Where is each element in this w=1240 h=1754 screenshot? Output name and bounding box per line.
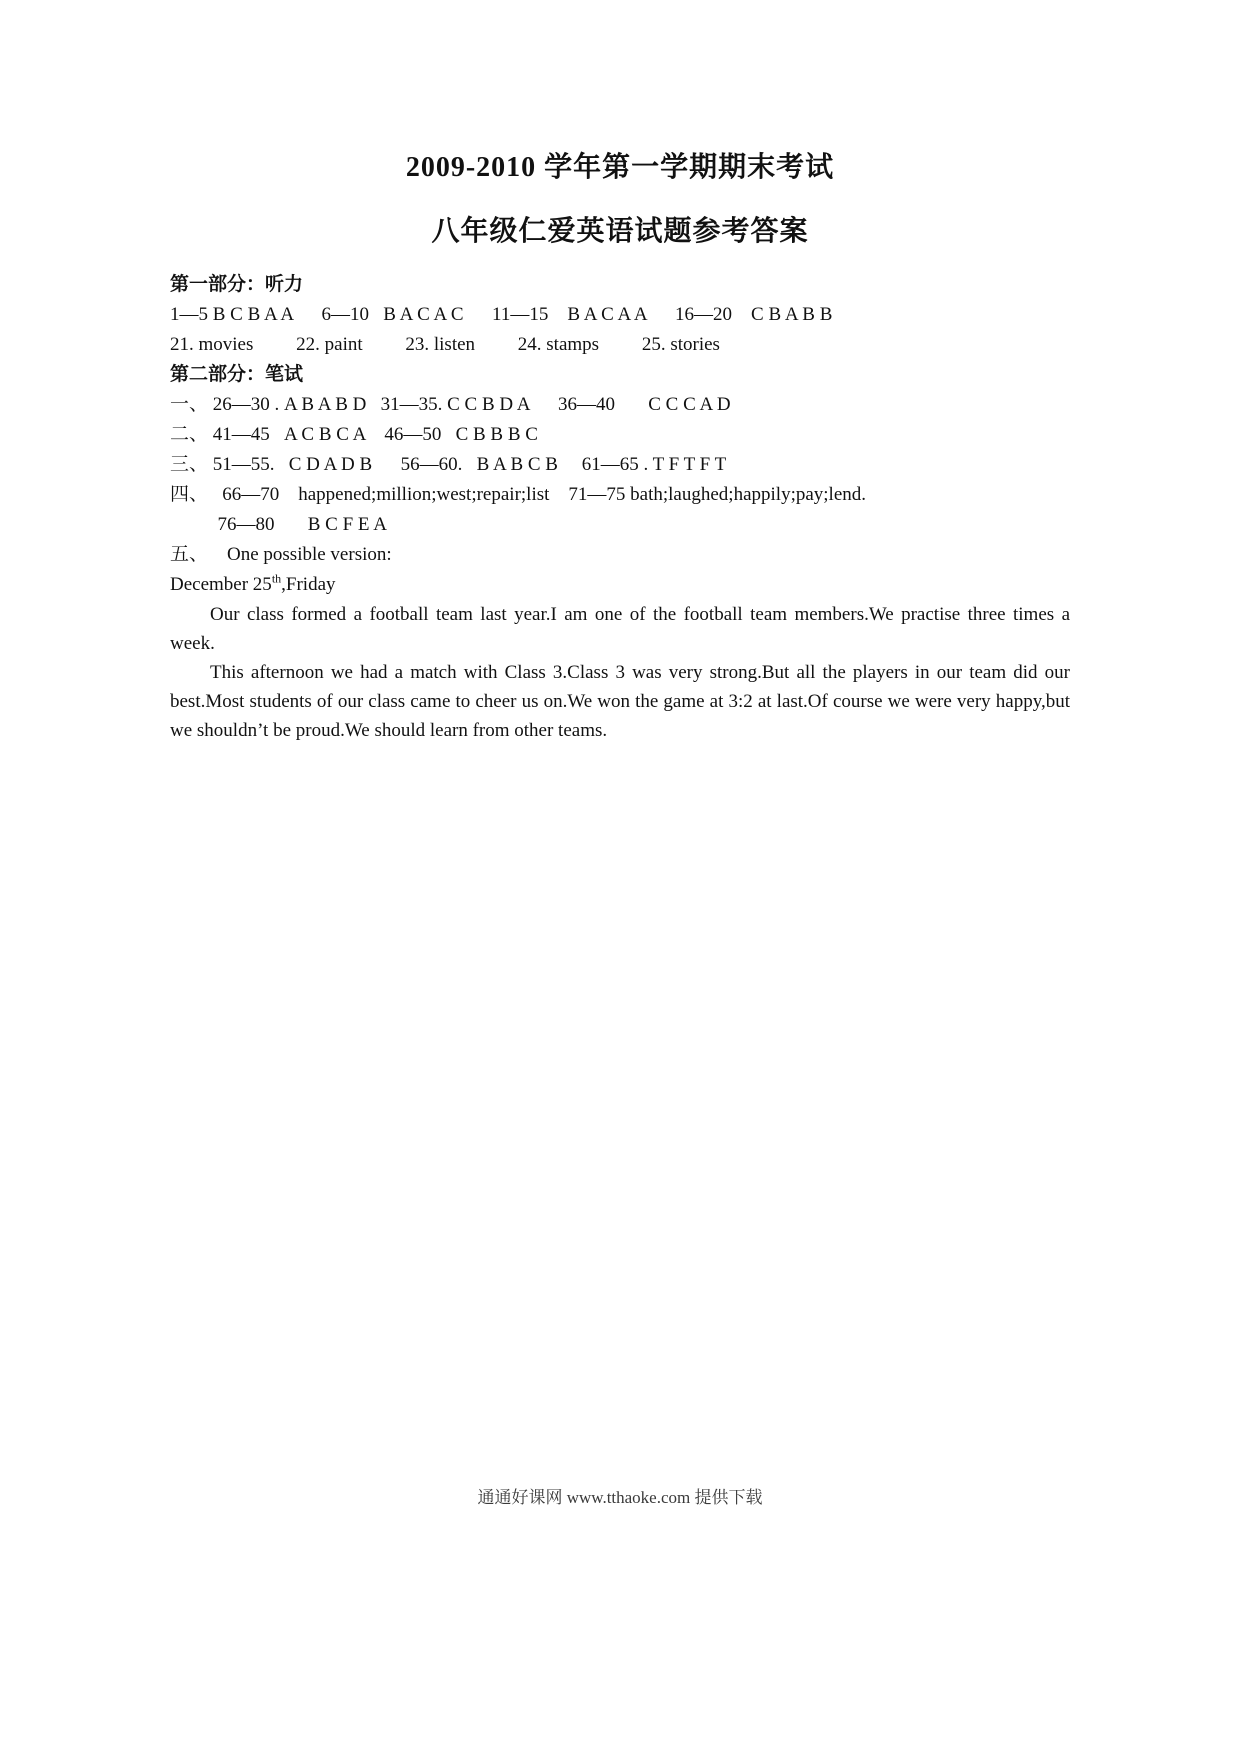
written-part5-heading: 五、 One possible version: <box>170 544 392 565</box>
written-answers-76-80: 76—80 B C F E A <box>170 514 387 535</box>
listening-answers-1-20: 1—5 B C B A A 6—10 B A C A C 11—15 B A C A A 16—20 C B A B B <box>170 304 833 325</box>
written-section-heading: 第二部分：笔试 <box>170 364 304 385</box>
footer-watermark: 通通好课网 www.tthaoke.com 提供下载 <box>477 1488 763 1507</box>
page-title: 2009-2010 学年第一学期期末考试 <box>405 152 835 183</box>
written-answers-part1: 一、 26—30 . A B A B D 31—35. C C B D A 36—40 C C C A D <box>170 394 731 415</box>
essay-paragraph-1: Our class formed a football team last year.I am one of the football team members.We practise three times a week. <box>170 604 1070 654</box>
written-answers-part2: 二、 41—45 A C B C A 46—50 C B B B C <box>170 424 538 445</box>
essay-date-rest: ,Friday <box>281 574 336 595</box>
page-subtitle: 八年级仁爱英语试题参考答案 <box>431 216 809 247</box>
listening-section-heading: 第一部分：听力 <box>170 274 304 295</box>
written-answers-part3: 三、 51—55. C D A D B 56—60. B A B C B 61—65 . T F T F T <box>170 454 727 475</box>
essay-date-line <box>170 570 1070 600</box>
essay-paragraph-2: This afternoon we had a match with Class 3.Class 3 was very strong.But all the players in our team did our best.Most students of our class came to cheer us on.We won the game at 3:2 at last.Of course we were very happy,but we shouldn’t be proud.We should learn from other teams. <box>170 662 1070 741</box>
answer-key-content <box>170 270 1070 745</box>
written-answers-part4-fill: 四、 66—70 happened;million;west;repair;list 71—75 bath;laughed;happily;pay;lend. <box>170 484 867 505</box>
listening-answers-21-25: 21. movies 22. paint 23. listen 24. stamps 25. stories <box>170 334 720 355</box>
essay-date-ordinal-suffix: th <box>271 571 282 586</box>
essay-date-main: December 25 <box>170 574 272 595</box>
